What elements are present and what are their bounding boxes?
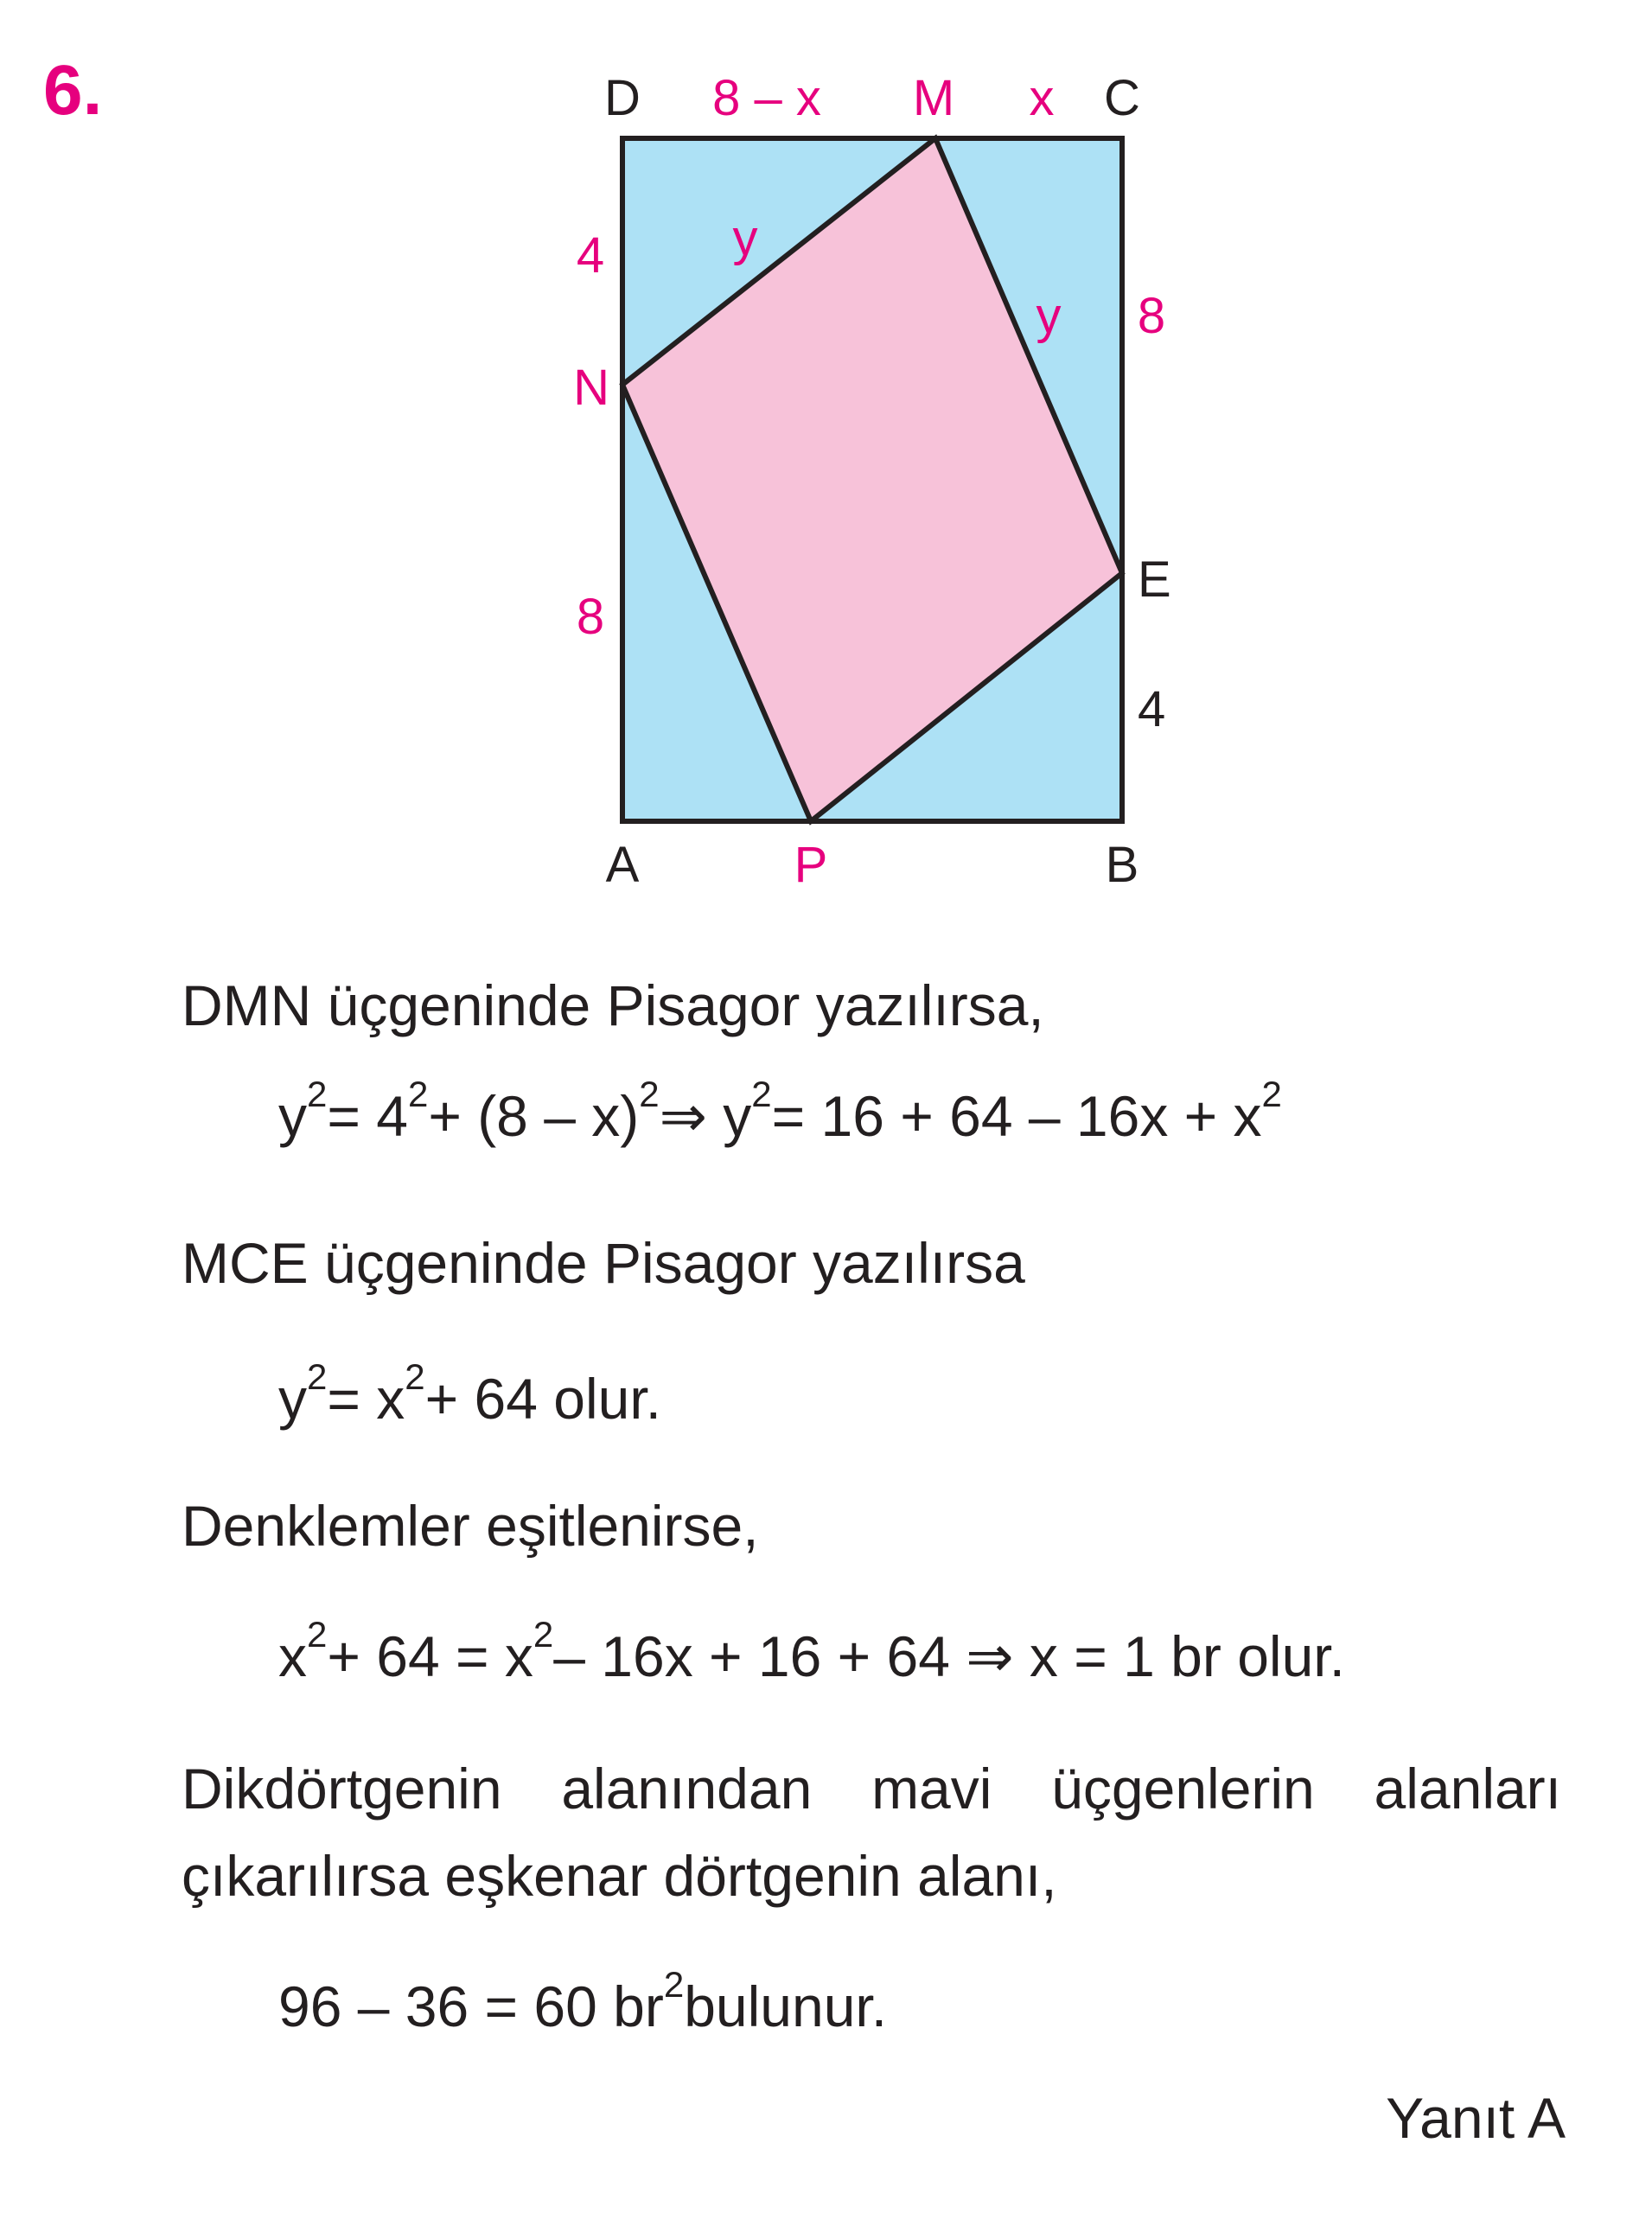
question-number: 6. [43, 51, 103, 130]
vertex-c: C [1104, 70, 1140, 126]
label-na: 8 [576, 589, 605, 645]
vertex-m: M [912, 70, 955, 126]
solution-line-3: Denklemler eşitlenirse, [182, 1494, 759, 1558]
vertex-a: A [605, 837, 640, 893]
solution-line-4: Dikdörtgenin alanından mavi üçgenlerin alanları [182, 1757, 1561, 1821]
vertex-b: B [1105, 837, 1139, 893]
equation-1: y2= 42+ (8 – x)2⇒ y2= 16 + 64 – 16x + x2 [278, 1074, 1282, 1148]
label-me: y [1036, 288, 1062, 344]
vertex-n: N [573, 360, 609, 416]
label-eb: 4 [1138, 681, 1166, 737]
vertex-e: E [1138, 552, 1171, 608]
solution-line-1: DMN üçgeninde Pisagor yazılırsa, [182, 973, 1044, 1037]
vertex-d: D [604, 70, 641, 126]
vertex-p: P [794, 837, 828, 893]
answer-label: Yanıt A [1386, 2086, 1566, 2150]
rectangle-rhombus-figure [0, 0, 1652, 916]
equation-2: y2= x2+ 64 olur. [278, 1356, 661, 1431]
solution-line-2: MCE üçgeninde Pisagor yazılırsa [182, 1231, 1025, 1295]
label-nm: y [732, 210, 758, 266]
label-ce: 8 [1137, 288, 1166, 344]
label-dm: 8 – x [712, 70, 821, 126]
label-mc: x [1029, 70, 1055, 126]
equation-4: 96 – 36 = 60 br2bulunur. [278, 1964, 888, 2038]
label-dn: 4 [576, 227, 605, 284]
solution-line-5: çıkarılırsa eşkenar dörtgenin alanı, [182, 1844, 1057, 1908]
equation-3: x2+ 64 = x2– 16x + 16 + 64 ⇒ x = 1 br olur. [278, 1614, 1345, 1688]
